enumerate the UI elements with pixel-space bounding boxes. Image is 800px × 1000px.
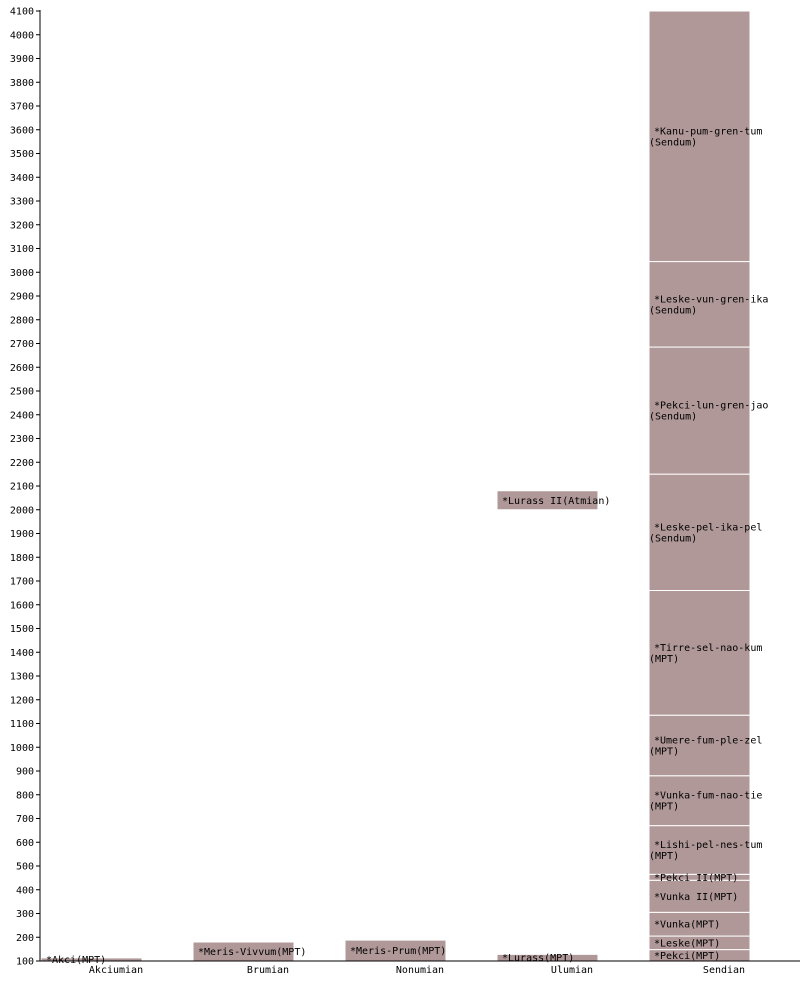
x-label-akciumian: Akciumian [88, 965, 144, 976]
y-tick-label: 400 [15, 885, 34, 897]
y-tick-label: 2400 [9, 410, 34, 422]
y-tick-label: 2700 [9, 339, 34, 350]
segment-label: (Sendum) [649, 411, 698, 423]
segment-label: *Lishi-pel-nes-tum [654, 839, 763, 851]
y-tick-label: 1600 [9, 600, 34, 612]
y-tick-label: 200 [15, 932, 34, 944]
y-tick-label: 2900 [9, 291, 34, 303]
y-tick-label: 900 [15, 766, 34, 778]
y-tick-label: 3000 [9, 267, 34, 279]
segment-label: *Leske-pel-ika-pel [654, 522, 763, 534]
y-ticks [10, 7, 40, 968]
y-tick-label: 100 [15, 956, 34, 968]
x-labels [89, 965, 745, 976]
y-tick-label: 4000 [9, 30, 34, 42]
y-tick-label: 500 [15, 861, 34, 873]
x-label-brumian: Brumian [246, 965, 290, 976]
segment-label: *Akci(MPT) [46, 954, 107, 966]
x-label-ulumian: Ulumian [550, 965, 594, 976]
segment-label: *Lurass II(Atmian) [502, 495, 611, 507]
x-label-nonumian: Nonumian [395, 965, 445, 976]
bars-layer [41, 11, 750, 961]
y-tick-label: 2000 [9, 505, 34, 517]
segment-label: *Meris-Prum(MPT) [350, 946, 447, 958]
y-tick-label: 3500 [9, 149, 34, 160]
y-tick-label: 3400 [9, 172, 34, 184]
y-tick-label: 2200 [9, 457, 34, 469]
y-tick-label: 2800 [9, 315, 34, 327]
y-tick-label: 1400 [9, 647, 34, 659]
segment-label: *Leske(MPT) [654, 938, 721, 950]
y-tick-label: 3100 [9, 244, 34, 255]
y-tick-label: 1200 [9, 695, 34, 707]
y-tick-label: 2500 [9, 386, 34, 398]
y-tick-label: 3200 [9, 220, 34, 232]
segment-label: (MPT) [649, 801, 680, 813]
segment-label: *Kanu-pum-gren-tum [654, 126, 763, 138]
segment-label: *Pekci(MPT) [654, 950, 721, 962]
segment-label: (Sendum) [649, 533, 698, 545]
y-tick-label: 3900 [9, 54, 34, 65]
segment-label: *Vunka(MPT) [654, 919, 721, 931]
y-tick-label: 1900 [9, 529, 34, 540]
segment-label: (MPT) [649, 746, 680, 758]
segment-label: (Sendum) [649, 305, 698, 317]
y-tick-label: 300 [15, 909, 34, 920]
y-tick-label: 1500 [9, 624, 34, 635]
y-tick-label: 2100 [9, 481, 34, 493]
y-tick-label: 3800 [9, 77, 34, 89]
segment-label: *Tirre-sel-nao-kum [654, 642, 763, 654]
x-label-sendian: Sendian [702, 965, 746, 976]
segment-label: *Lurass(MPT) [502, 953, 575, 965]
y-tick-label: 1800 [9, 552, 34, 564]
y-tick-label: 600 [15, 837, 34, 849]
segment-label: *Pekci II(MPT) [654, 872, 739, 884]
segment-label: *Umere-fum-ple-zel [654, 735, 763, 747]
y-tick-label: 2300 [9, 434, 34, 445]
y-tick-label: 800 [15, 790, 34, 802]
y-tick-label: 4100 [9, 6, 34, 18]
y-tick-label: 1000 [9, 742, 34, 754]
segment-label: (MPT) [649, 653, 680, 665]
y-tick-label: 3700 [9, 101, 34, 113]
segment-label: *Leske-vun-gren-ika [654, 294, 769, 306]
y-tick-label: 1700 [9, 576, 34, 588]
segment-label: *Meris-Vivvum(MPT) [198, 947, 307, 958]
y-tick-label: 2600 [9, 362, 34, 374]
segment-label: *Vunka-fum-nao-tie [654, 790, 763, 802]
y-tick-label: 1100 [9, 719, 34, 730]
segment-label: (Sendum) [649, 137, 698, 149]
y-tick-label: 700 [15, 814, 34, 825]
segment-label: *Vunka II(MPT) [654, 891, 739, 903]
y-tick-label: 3300 [9, 196, 34, 208]
y-tick-label: 3600 [9, 125, 34, 137]
segment-label: (MPT) [649, 850, 680, 862]
y-tick-label: 1300 [9, 671, 34, 683]
segment-label: *Pekci-lun-gren-jao [654, 400, 769, 412]
